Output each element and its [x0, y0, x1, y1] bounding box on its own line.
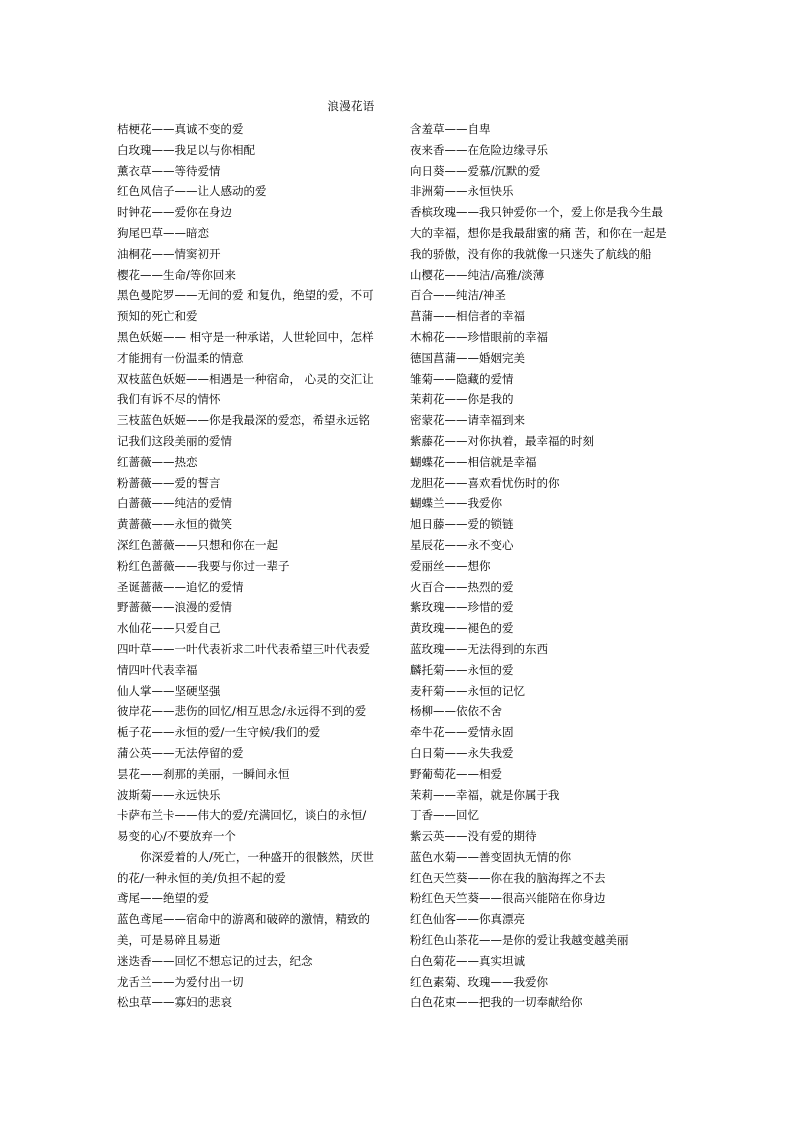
text-line: 蝴蝶花——相信就是幸福	[410, 454, 537, 469]
text-line: 白色花束——把我的一切奉献给你	[410, 995, 583, 1010]
text-line: 香槟玫瑰——我只钟爱你一个，爱上你是我今生最	[410, 205, 663, 220]
text-line: 白色菊花——真实坦诚	[410, 953, 525, 968]
text-line: 易变的心/不要放弃一个	[117, 829, 236, 844]
text-line: 黄蔷薇——永恒的微笑	[117, 517, 232, 532]
text-line: 时钟花——爱你在身边	[117, 205, 232, 220]
text-line: 夜来香——在危险边缘寻乐	[410, 142, 548, 157]
text-line: 杨柳——依依不舍	[410, 704, 502, 719]
text-line: 红色素菊、玫瑰——我爱你	[410, 974, 548, 989]
text-line: 彼岸花——悲伤的回忆/相互思念/永远得不到的爱	[117, 704, 367, 719]
text-line: 的花/一种永恒的美/负担不起的爱	[117, 870, 286, 885]
right-column	[410, 119, 682, 1013]
text-line: 麦秆菊——永恒的记忆	[410, 683, 525, 698]
text-line: 木棉花——珍惜眼前的幸福	[410, 329, 548, 344]
text-line: 记我们这段美丽的爱情	[117, 433, 232, 448]
text-line: 向日葵——爱慕/沉默的爱	[410, 163, 541, 178]
text-line: 美，可是易碎且易逝	[117, 933, 221, 948]
text-line: 情四叶代表幸福	[117, 662, 198, 677]
text-line: 白日菊——永失我爱	[410, 745, 514, 760]
text-line: 雏菊——隐藏的爱情	[410, 371, 514, 386]
text-line: 红色风信子——让人感动的爱	[117, 184, 267, 199]
text-line: 星辰花——永不变心	[410, 537, 514, 552]
text-line: 油桐花——情窦初开	[117, 246, 221, 261]
text-line: 粉蔷薇——爱的誓言	[117, 475, 221, 490]
text-line: 麟托菊——永恒的爱	[410, 662, 514, 677]
text-line: 红色天竺葵——你在我的脑海挥之不去	[410, 870, 606, 885]
text-line: 白玫瑰——我足以与你相配	[117, 142, 255, 157]
text-line: 薰衣草——等待爱情	[117, 163, 221, 178]
text-line: 紫玫瑰——珍惜的爱	[410, 600, 514, 615]
text-line: 狗尾巴草——暗恋	[117, 225, 209, 240]
text-line: 蓝玫瑰——无法得到的东西	[410, 641, 548, 656]
text-line: 旭日藤——爱的锁链	[410, 517, 514, 532]
page-title: 浪漫花语	[327, 99, 375, 113]
text-line: 丁香——回忆	[410, 808, 479, 823]
text-line: 龙胆花——喜欢看忧伤时的你	[410, 475, 560, 490]
text-line: 我的骄傲，没有你的我就像一只迷失了航线的船	[410, 246, 652, 261]
text-line: 迷迭香——回忆不想忘记的过去，纪念	[117, 953, 313, 968]
text-line: 鸢尾——绝望的爱	[117, 891, 209, 906]
text-line: 牵牛花——爱情永固	[410, 725, 514, 740]
text-line: 百合——纯洁/神圣	[410, 288, 506, 303]
text-line: 栀子花——永恒的爱/一生守候/我们的爱	[117, 725, 321, 740]
text-line: 预知的死亡和爱	[117, 309, 198, 324]
text-line: 茉莉花——你是我的	[410, 392, 514, 407]
text-line: 非洲菊——永恒快乐	[410, 184, 514, 199]
text-line: 菖蒲——相信者的幸福	[410, 309, 525, 324]
text-line: 野葡萄花——相爱	[410, 766, 502, 781]
text-line: 爱丽丝——想你	[410, 558, 491, 573]
text-line: 深红色蔷薇——只想和你在一起	[117, 537, 278, 552]
text-line: 蝴蝶兰——我爱你	[410, 496, 502, 511]
text-line: 野蔷薇——浪漫的爱情	[117, 600, 232, 615]
text-line: 才能拥有一份温柔的情意	[117, 350, 244, 365]
text-line: 粉红色山茶花——是你的爱让我越变越美丽	[410, 933, 629, 948]
text-line: 紫云英——没有爱的期待	[410, 829, 537, 844]
text-line: 双枝蓝色妖姬——相遇是一种宿命， 心灵的交汇让	[117, 371, 374, 386]
text-line: 白蔷薇——纯洁的爱情	[117, 496, 232, 511]
text-line: 红蔷薇——热恋	[117, 454, 198, 469]
text-line: 红色仙客——你真漂亮	[410, 912, 525, 927]
text-line: 粉红色天竺葵——很高兴能陪在你身边	[410, 891, 606, 906]
text-line: 桔梗花——真诚不变的爱	[117, 122, 244, 136]
text-line: 波斯菊——永远快乐	[117, 787, 221, 802]
text-line: 火百合——热烈的爱	[410, 579, 514, 594]
text-line: 四叶草——一叶代表祈求二叶代表希望三叶代表爱	[117, 641, 370, 656]
text-line: 我们有诉不尽的情怀	[117, 392, 221, 407]
text-line: 含羞草——自卑	[410, 122, 491, 136]
text-line: 圣诞蔷薇——追忆的爱情	[117, 579, 244, 594]
text-line: 龙舌兰——为爱付出一切	[117, 974, 244, 989]
text-line: 紫藤花——对你执着，最幸福的时刻	[410, 433, 594, 448]
text-line: 蓝色水菊——善变固执无情的你	[410, 849, 571, 864]
text-line: 蒲公英——无法停留的爱	[117, 745, 244, 760]
text-line: 山樱花——纯洁/高雅/淡薄	[410, 267, 545, 282]
text-line: 三枝蓝色妖姬——你是我最深的爱恋，希望永远铭	[117, 413, 370, 428]
text-line: 松虫草——寡妇的悲哀	[117, 995, 232, 1010]
text-line: 粉红色蔷薇——我要与你过一辈子	[117, 558, 290, 573]
text-line: 茉莉——幸福，就是你属于我	[410, 787, 560, 802]
text-line: 卡萨布兰卡——伟大的爱/充满回忆，谈白的永恒/	[117, 808, 367, 823]
text-line: 密蒙花——请幸福到来	[410, 413, 525, 428]
text-line: 樱花——生命/等你回来	[117, 267, 236, 282]
left-column	[117, 119, 387, 1013]
text-line: 你深爱着的人/死亡，一种盛开的很骸然，厌世	[117, 849, 374, 864]
text-line: 大的幸福，想你是我最甜蜜的痛 苦，和你在一起是	[410, 225, 667, 240]
text-line: 仙人掌——坚硬坚强	[117, 683, 221, 698]
text-line: 蓝色鸢尾——宿命中的游离和破碎的激情，精致的	[117, 912, 370, 927]
text-line: 德国菖蒲——婚姻完美	[410, 350, 525, 365]
text-line: 水仙花——只爱自己	[117, 621, 221, 636]
text-line: 黑色曼陀罗——无间的爱 和复仇，绝望的爱，不可	[117, 288, 374, 303]
text-line: 黄玫瑰——褪色的爱	[410, 621, 514, 636]
text-line: 昙花——刹那的美丽，一瞬间永恒	[117, 766, 290, 781]
text-line: 黑色妖姬—— 相守是一种承诺，人世轮回中，怎样	[117, 329, 374, 344]
